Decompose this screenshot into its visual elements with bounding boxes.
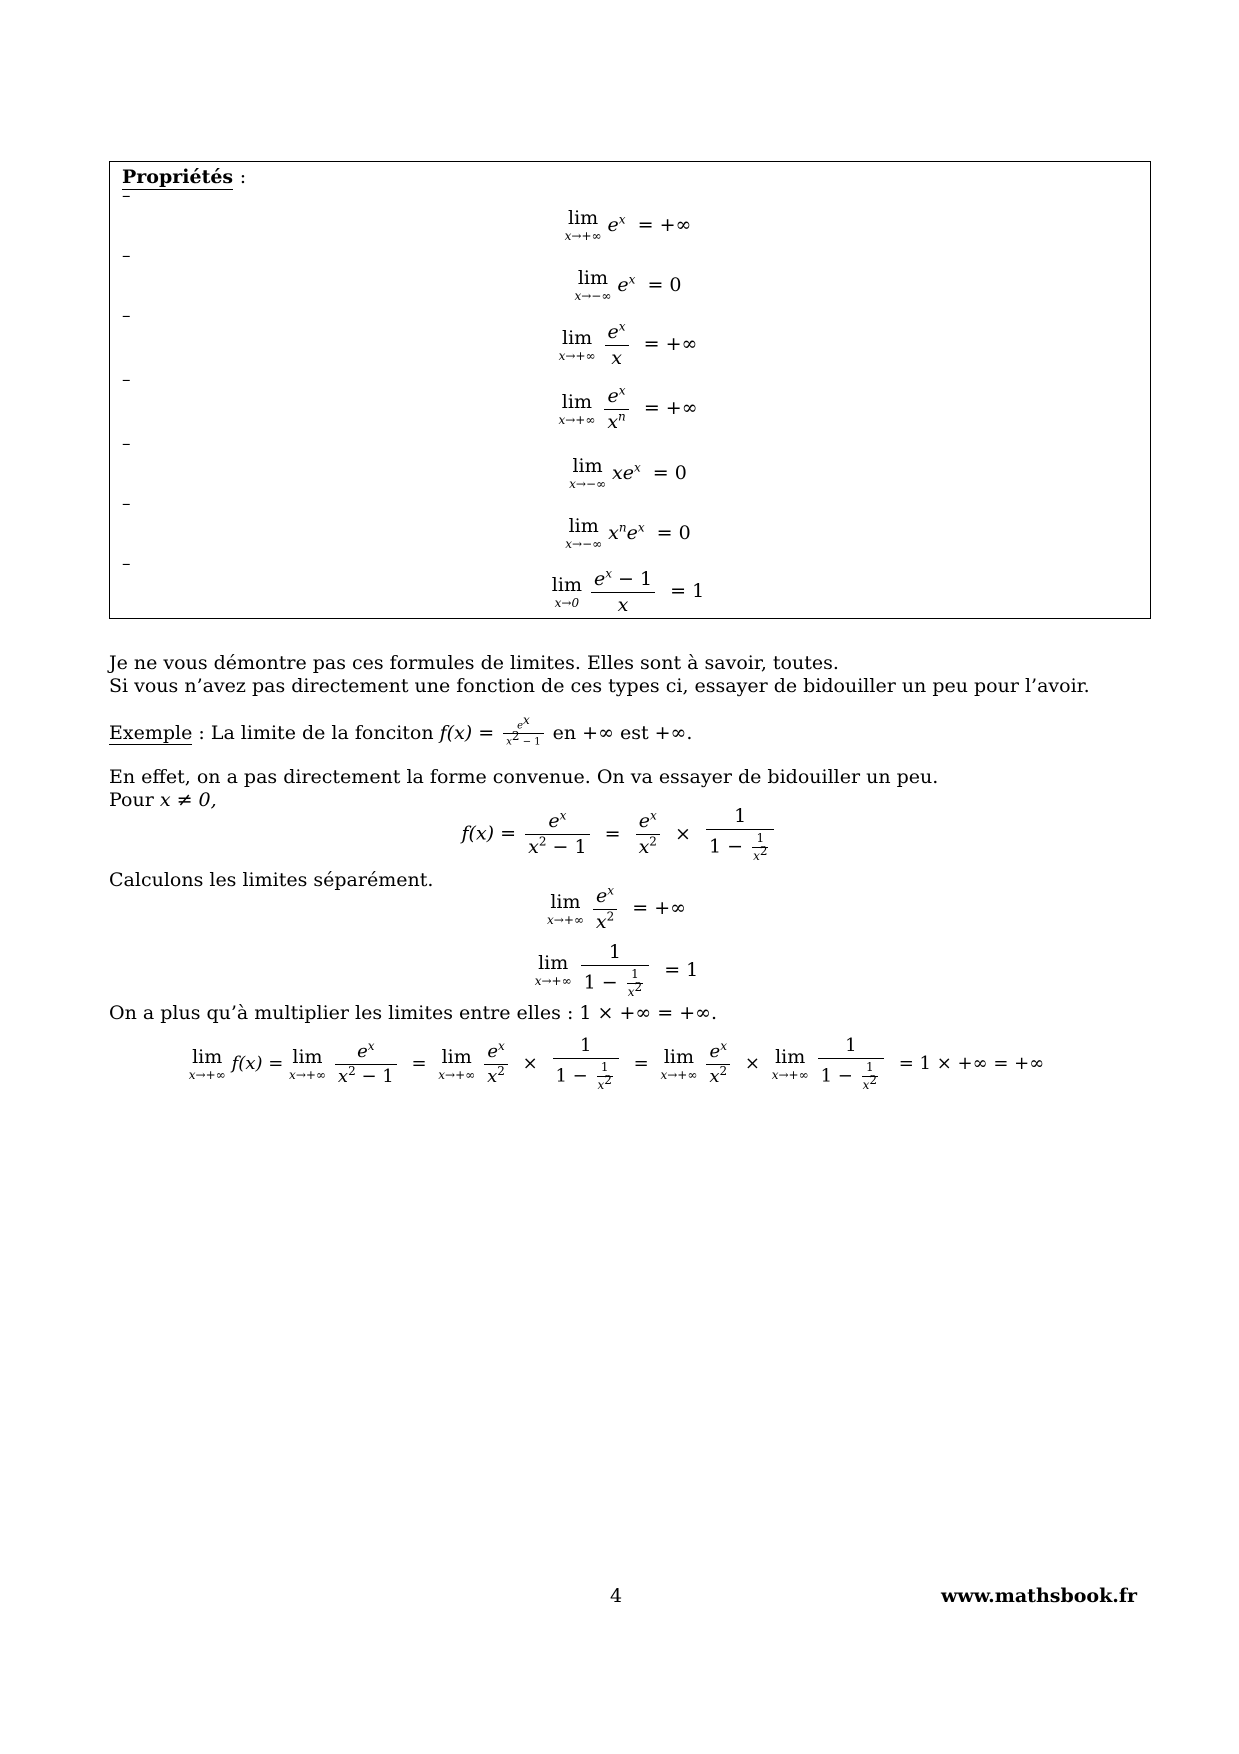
paragraph-3: En effet, on a pas directement la forme convenue. On va essayer de bidouiller un peu. [109,766,939,788]
formula-6: lim x→−∞ $x^ne^x = 0$ [565,515,691,551]
formula-3: lim x→+∞ $\frac{e^x}{x}$ = +∞ [558,319,698,369]
paragraph-4: Pour x ≠ 0, [109,789,217,811]
limit-a: lim x→+∞ $\frac{e^x}{x^2}$ = +∞ [547,883,686,933]
example-fraction: $\frac{e^x}{x^2 - 1}$ [503,720,543,748]
paragraph-5: Calculons les limites séparément. [109,869,434,891]
formula-7: lim x→0 $\frac{e^x - 1}{x}$ = 1 [551,566,705,616]
bullet-4: – [122,370,131,390]
final-limit-chain: lim x→+∞ f(x) = lim x→+∞ $\frac{e^x}{x^2 - 1}$ = lim x→+∞ $\frac{e^x}{x^2}$ × 1 1 − $\frac{1}{x^2}$ = lim x→+∞ $\frac{e^x}{x^2}$ × lim x→+∞ 1 1 − $\frac{1}{x^2}$ = 1 × +∞ = +∞ [188,1035,1045,1092]
example-line: Exemple : La limite de la fonciton f(x) = $\frac{e^x}{x^2 - 1}$ en +∞ est +∞. [109,713,693,748]
formula-5: lim x→−∞ $xe^x = 0$ [569,455,687,491]
limit-b: lim x→+∞ 1 1 − $\frac{1}{x^2}$ = 1 [534,941,699,1000]
website-link[interactable]: www.mathsbook.fr [941,1585,1138,1607]
paragraph-1: Je ne vous démontre pas ces formules de limites. Elles sont à savoir, toutes. [109,652,839,674]
properties-title: Propriétés : [122,166,247,188]
page-number: 4 [610,1585,623,1607]
fx-decomposition: f(x) = $\frac{e^x}{x^2 - 1}$ = $\frac{e^x}{x^2}$ × 1 1 − $\frac{1}{x^2}$ [0,806,1239,863]
example-label: Exemple [109,721,193,744]
bullet-6: – [122,494,131,514]
formula-1: lim x→+∞ $e^x$ = +∞ [564,207,692,243]
paragraph-2: Si vous n’avez pas directement une fonction de ces types ci, essayer de bidouiller un peu pour l’avoir. [109,675,1090,697]
bullet-1: – [122,186,131,206]
formula-4: lim x→+∞ $\frac{e^x}{x^n}$ = +∞ [558,383,698,433]
properties-box [109,161,1151,619]
paragraph-6: On a plus qu’à multiplier les limites entre elles : 1 × +∞ = +∞. [109,1002,718,1024]
bullet-3: – [122,306,131,326]
bullet-5: – [122,434,131,454]
formula-2: lim x→−∞ $e^x = 0$ [574,267,682,303]
bullet-2: – [122,246,131,266]
bullet-7: – [122,554,131,574]
